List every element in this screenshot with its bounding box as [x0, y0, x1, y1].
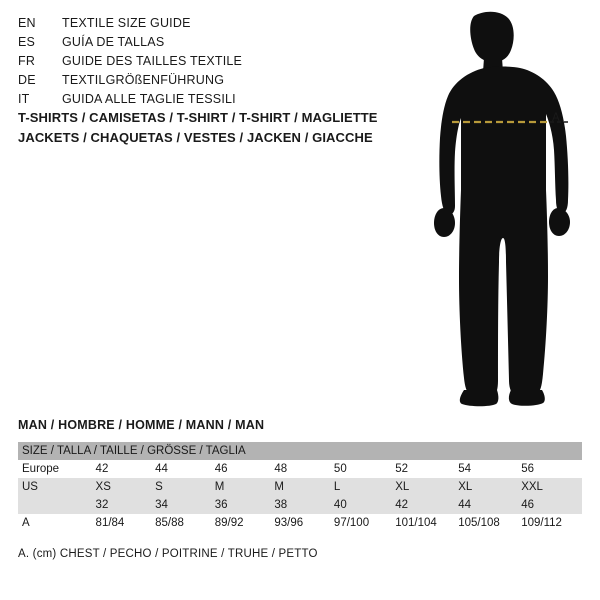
row-value: 85/88 — [153, 514, 213, 532]
row-value: 89/92 — [213, 514, 273, 532]
language-code: FR — [18, 54, 36, 68]
row-value: 105/108 — [456, 514, 519, 532]
row-value: 42 — [393, 496, 456, 514]
language-text: GUÍA DE TALLAS — [62, 35, 165, 49]
measure-label-a: A — [552, 112, 561, 124]
language-text: GUIDA ALLE TAGLIE TESSILI — [62, 92, 236, 106]
row-value: 46 — [519, 496, 582, 514]
language-code: EN — [18, 16, 36, 30]
category-tshirts: T-SHIRTS / CAMISETAS / T-SHIRT / T-SHIRT / MAGLIETTE — [18, 110, 378, 125]
row-value: XL — [456, 478, 519, 496]
language-row — [18, 35, 358, 54]
row-value: 40 — [332, 496, 393, 514]
category-list — [18, 110, 378, 150]
row-value: 50 — [332, 460, 393, 478]
language-row — [18, 92, 358, 111]
table-title: MAN / HOMBRE / HOMME / MANN / MAN — [18, 418, 265, 432]
row-value: 97/100 — [332, 514, 393, 532]
table-row — [18, 478, 582, 496]
row-label: A — [18, 514, 94, 532]
row-value: M — [213, 478, 273, 496]
row-value: 109/112 — [519, 514, 582, 532]
row-value: 54 — [456, 460, 519, 478]
row-value: M — [272, 478, 332, 496]
row-label: Europe — [18, 460, 94, 478]
table-row — [18, 496, 582, 514]
silhouette-icon — [398, 10, 598, 410]
language-text: TEXTILGRÖßENFÜHRUNG — [62, 73, 225, 87]
language-row — [18, 73, 358, 92]
row-value: 38 — [272, 496, 332, 514]
row-value: 42 — [94, 460, 154, 478]
row-value: 32 — [94, 496, 154, 514]
language-code: IT — [18, 92, 30, 106]
row-value: 93/96 — [272, 514, 332, 532]
language-row — [18, 54, 358, 73]
table-row — [18, 514, 582, 532]
table-header-row — [18, 442, 582, 460]
row-value: S — [153, 478, 213, 496]
row-value: 52 — [393, 460, 456, 478]
row-value: XL — [393, 478, 456, 496]
row-value: 44 — [456, 496, 519, 514]
row-value: XXL — [519, 478, 582, 496]
table-header-label: SIZE / TALLA / TAILLE / GRÖSSE / TAGLIA — [18, 442, 582, 460]
row-value: 46 — [213, 460, 273, 478]
row-value: 34 — [153, 496, 213, 514]
row-label — [18, 496, 94, 514]
language-text: TEXTILE SIZE GUIDE — [62, 16, 191, 30]
language-code: ES — [18, 35, 36, 49]
size-table — [18, 442, 582, 532]
row-value: 48 — [272, 460, 332, 478]
footnote: A. (cm) CHEST / PECHO / POITRINE / TRUHE / PETTO — [18, 548, 318, 560]
row-value: 81/84 — [94, 514, 154, 532]
table-row — [18, 460, 582, 478]
row-value: L — [332, 478, 393, 496]
language-text: GUIDE DES TAILLES TEXTILE — [62, 54, 243, 68]
category-jackets: JACKETS / CHAQUETAS / VESTES / JACKEN / GIACCHE — [18, 130, 373, 145]
language-row — [18, 16, 358, 35]
row-value: 101/104 — [393, 514, 456, 532]
row-value: 36 — [213, 496, 273, 514]
male-silhouette-figure — [398, 10, 598, 410]
language-list — [18, 16, 358, 111]
row-value: 56 — [519, 460, 582, 478]
row-label: US — [18, 478, 94, 496]
row-value: XS — [94, 478, 154, 496]
language-code: DE — [18, 73, 36, 87]
row-value: 44 — [153, 460, 213, 478]
